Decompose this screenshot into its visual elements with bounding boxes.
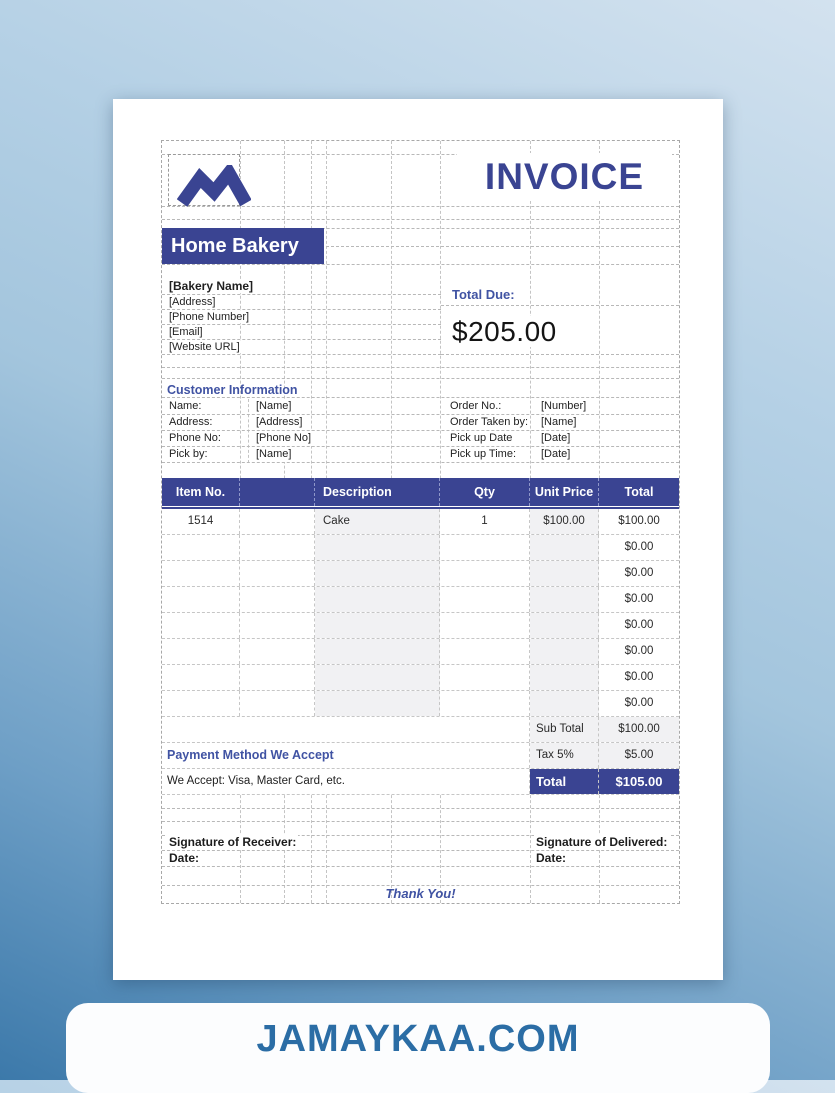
spreadsheet-grid (161, 140, 680, 904)
col-header-unit-price: Unit Price (530, 478, 599, 506)
invoice-sheet (113, 99, 723, 980)
col-header-total: Total (624, 485, 654, 499)
grid-line (162, 808, 679, 809)
bakery-logo-icon (177, 165, 251, 212)
table-row: $0.00 (162, 587, 679, 613)
seller-website: [Website URL] (162, 340, 441, 355)
customer-row: Name: [Name] Order No.: [Number] (162, 399, 679, 415)
grand-total-value: $105.00 (599, 769, 679, 794)
col-header-item-no: Item No. (162, 478, 240, 506)
tax-row (162, 743, 679, 769)
table-row: $0.00 (162, 691, 679, 717)
thank-you-note: Thank You! (385, 886, 456, 901)
delivered-date-label: Date: (536, 851, 567, 865)
grand-total-row (162, 769, 679, 795)
table-row: $0.00 (162, 561, 679, 587)
customer-row: Address: [Address] Order Taken by: [Name] (162, 415, 679, 431)
signature-row (162, 835, 679, 851)
seller-address: [Address] (162, 295, 441, 310)
customer-row: Pick by: [Name] Pick up Time: [Date] (162, 447, 679, 463)
col-header-description: Description (315, 478, 440, 506)
customer-info-block (162, 399, 679, 463)
table-row: 1514 Cake 1 $100.00 $100.00 (162, 509, 679, 535)
signature-delivered-label: Signature of Delivered: (536, 835, 668, 849)
table-row: $0.00 (162, 665, 679, 691)
table-row: $0.00 (162, 613, 679, 639)
payment-methods-text: We Accept: Visa, Master Card, etc. (162, 769, 530, 794)
signature-receiver-label: Signature of Receiver: (169, 835, 297, 849)
tax-label: Tax 5% (530, 743, 599, 768)
total-due-amount: $205.00 (441, 306, 679, 355)
table-header-row (162, 478, 679, 506)
seller-info-block (162, 279, 441, 355)
table-row: $0.00 (162, 535, 679, 561)
watermark-site-text: JAMAYKAA.COM (256, 1018, 580, 1060)
total-due-block (441, 279, 679, 355)
subtotal-row (162, 717, 679, 743)
seller-phone: [Phone Number] (162, 310, 441, 325)
customer-row: Phone No: [Phone No] Pick up Date [Date] (162, 431, 679, 447)
grid-line (162, 367, 679, 368)
signature-date-row (162, 851, 679, 867)
grid-line (162, 219, 679, 220)
seller-name: [Bakery Name] (162, 279, 441, 295)
total-due-label: Total Due: (441, 279, 679, 306)
table-row: $0.00 (162, 639, 679, 665)
col-header-qty: Qty (440, 478, 530, 506)
receiver-date-label: Date: (169, 851, 200, 865)
customer-section-title: Customer Information (162, 378, 679, 398)
items-table (162, 478, 679, 795)
invoice-title: INVOICE (457, 153, 672, 201)
tax-value: $5.00 (599, 743, 679, 768)
subtotal-label: Sub Total (530, 717, 599, 742)
seller-email: [Email] (162, 325, 441, 340)
grid-line (326, 246, 679, 247)
business-name-banner: Home Bakery (162, 228, 324, 264)
subtotal-value: $100.00 (599, 717, 679, 742)
col-header-blank (240, 478, 315, 506)
payment-method-title: Payment Method We Accept (162, 743, 530, 768)
grid-line (162, 264, 679, 265)
grid-line (162, 821, 679, 822)
grand-total-label: Total (530, 769, 599, 794)
